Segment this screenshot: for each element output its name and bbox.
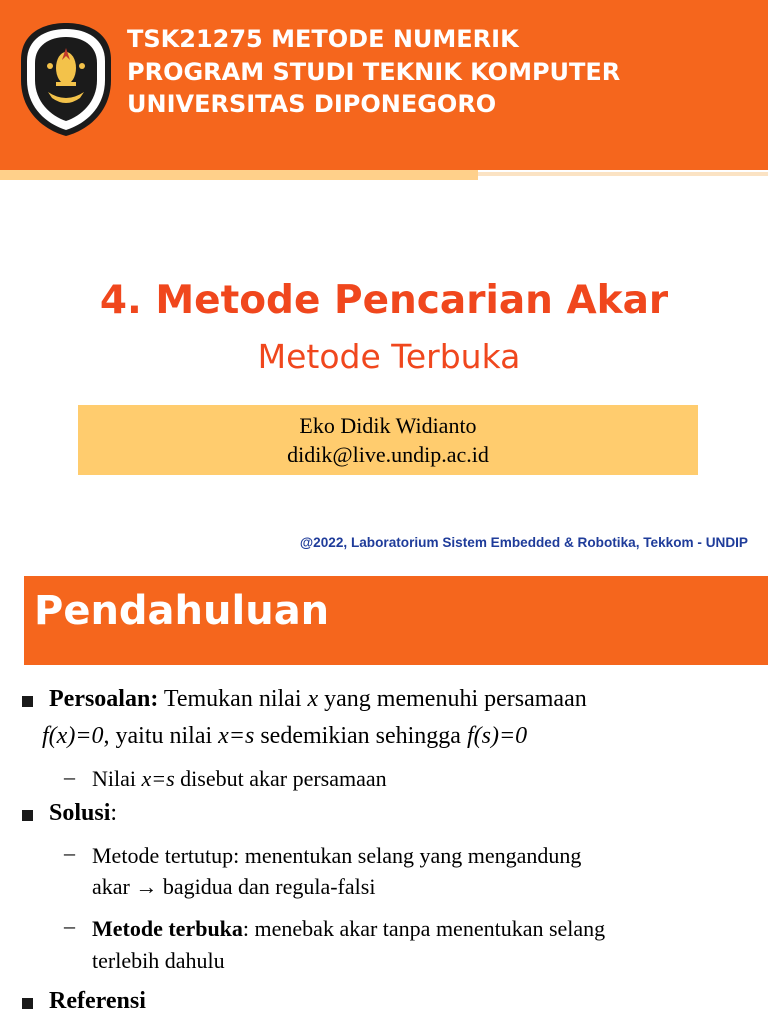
slide-title: 4. Metode Pencarian Akar <box>99 278 669 323</box>
metode-terbuka-label: Metode terbuka <box>92 916 243 941</box>
course-code-title: TSK21275 METODE NUMERIK <box>127 25 519 53</box>
sub-bullet-terbuka-line2: terlebih dahulu <box>92 948 225 973</box>
sub-bullet-terbuka-line1 <box>92 916 605 942</box>
bullet-persoalan-line2 <box>42 723 527 750</box>
text-run: Temukan nilai <box>158 686 308 712</box>
text-run: : <box>110 800 118 826</box>
math-expr: x=s <box>218 723 255 749</box>
bullet-solusi <box>49 800 117 827</box>
author-box <box>78 405 698 475</box>
dash-marker: – <box>64 840 75 865</box>
header-divider-thin <box>478 172 768 176</box>
section-title: Pendahuluan <box>34 588 330 634</box>
copyright-notice: @2022, Laboratorium Sistem Embedded & Robotika, Tekkom - UNDIP <box>299 535 748 550</box>
university-logo-icon <box>18 20 114 138</box>
author-email: didik@live.undip.ac.id <box>287 442 489 467</box>
sub-bullet-tertutup-line1: Metode tertutup: menentukan selang yang mengandung <box>92 843 582 868</box>
header-bar <box>0 0 768 170</box>
bullet-marker <box>22 810 33 821</box>
dash-marker: – <box>64 913 75 938</box>
math-var: x <box>307 686 319 712</box>
bullet-referensi <box>49 988 146 1015</box>
text-run: : menebak akar tanpa menentukan selang <box>242 916 606 941</box>
math-expr: f(s)=0 <box>466 723 528 749</box>
bullet-marker <box>22 696 33 707</box>
text-run: sedemikian sehingga <box>254 723 467 749</box>
slide-subtitle: Metode Terbuka <box>257 337 521 376</box>
math-expr: f(x)=0 <box>42 723 104 749</box>
text-run: yang memenuhi persamaan <box>318 686 587 712</box>
sub-bullet-tertutup-line2: akar → bagidua dan regula-falsi <box>92 874 376 899</box>
author-name: Eko Didik Widianto <box>299 413 477 438</box>
text-run: , yaitu nilai <box>103 723 219 749</box>
sub-bullet-akar <box>92 766 387 792</box>
solusi-label: Solusi <box>49 800 111 826</box>
math-expr: x=s <box>141 766 175 791</box>
text-run: Nilai <box>92 766 142 791</box>
header-divider <box>0 170 478 180</box>
university-name: UNIVERSITAS DIPONEGORO <box>127 90 497 118</box>
bullet-marker <box>22 998 33 1009</box>
dash-marker: – <box>64 764 75 789</box>
referensi-label: Referensi <box>49 988 146 1014</box>
persoalan-label: Persoalan: <box>49 686 159 712</box>
bullet-persoalan-line1 <box>49 686 587 713</box>
program-name: PROGRAM STUDI TEKNIK KOMPUTER <box>127 58 621 86</box>
section-header-bar <box>24 576 768 665</box>
text-run: disebut akar persamaan <box>174 766 387 791</box>
